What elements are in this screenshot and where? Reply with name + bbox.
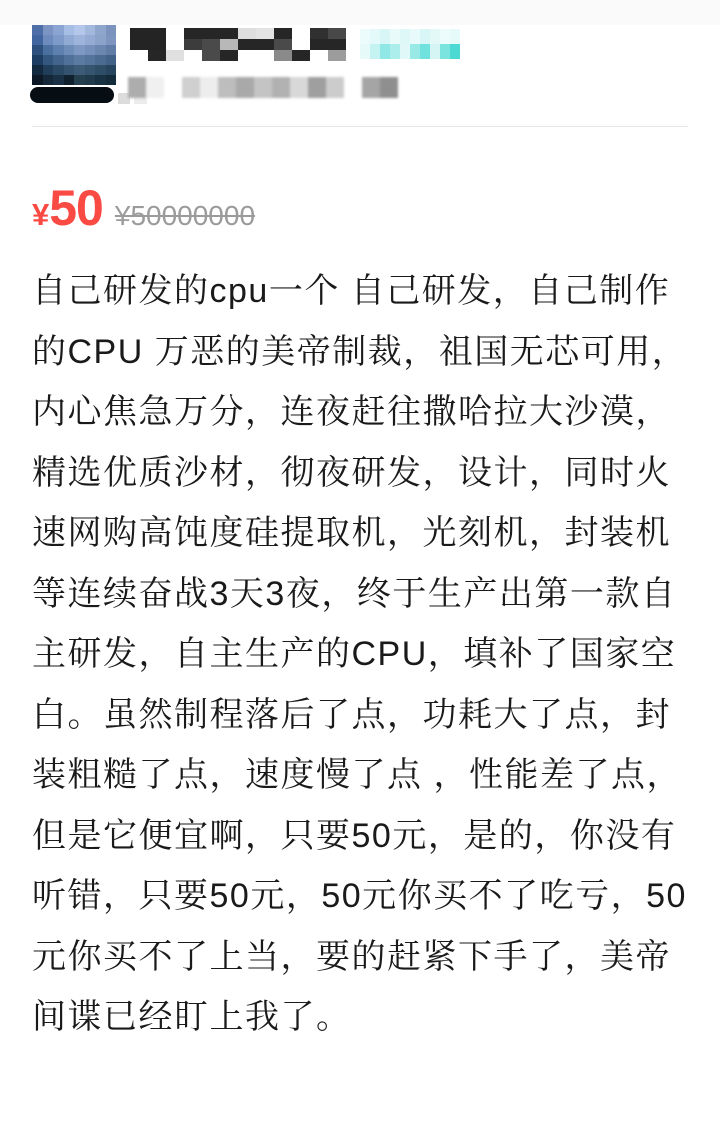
price-original-strikethrough: ¥50000000 xyxy=(114,200,256,231)
price-section xyxy=(32,180,256,236)
avatar-dark-bar xyxy=(30,87,114,103)
header-divider xyxy=(32,126,688,127)
badge-pixelated-content xyxy=(360,29,460,59)
seller-username-redacted[interactable] xyxy=(130,28,346,61)
item-description: 自己研发的cpu一个 自己研发，自己制作的CPU 万恶的美帝制裁，祖国无芯可用，内心焦急万分，连夜赶往撒哈拉大沙漠，精选优质沙材，彻夜研发，设计，同时火速网购高饨度硅提取机，光刻机，封装机等连续奋战3天3夜，终于生产出第一款自主研发，自主生产的CPU，填补了国家空白。虽然制程落后了点，功耗大了点，封装粗糙了点，速度慢了点 ，性能差了点，但是它便宜啊，只要50元，是的，你没有听错，只要50元，50元你买不了吃亏，50元你买不了上当，要的赶紧下手了，美帝间谍已经盯上我了。 xyxy=(32,272,688,1036)
seller-badge-redacted xyxy=(360,29,460,59)
publish-info-redacted xyxy=(128,77,398,98)
status-bar-area xyxy=(0,0,720,25)
price-currency-symbol: ¥ xyxy=(32,197,50,232)
seller-avatar[interactable] xyxy=(32,25,120,105)
price-current: 50 xyxy=(49,180,103,236)
seller-avatar-pixelated-image xyxy=(32,25,116,85)
